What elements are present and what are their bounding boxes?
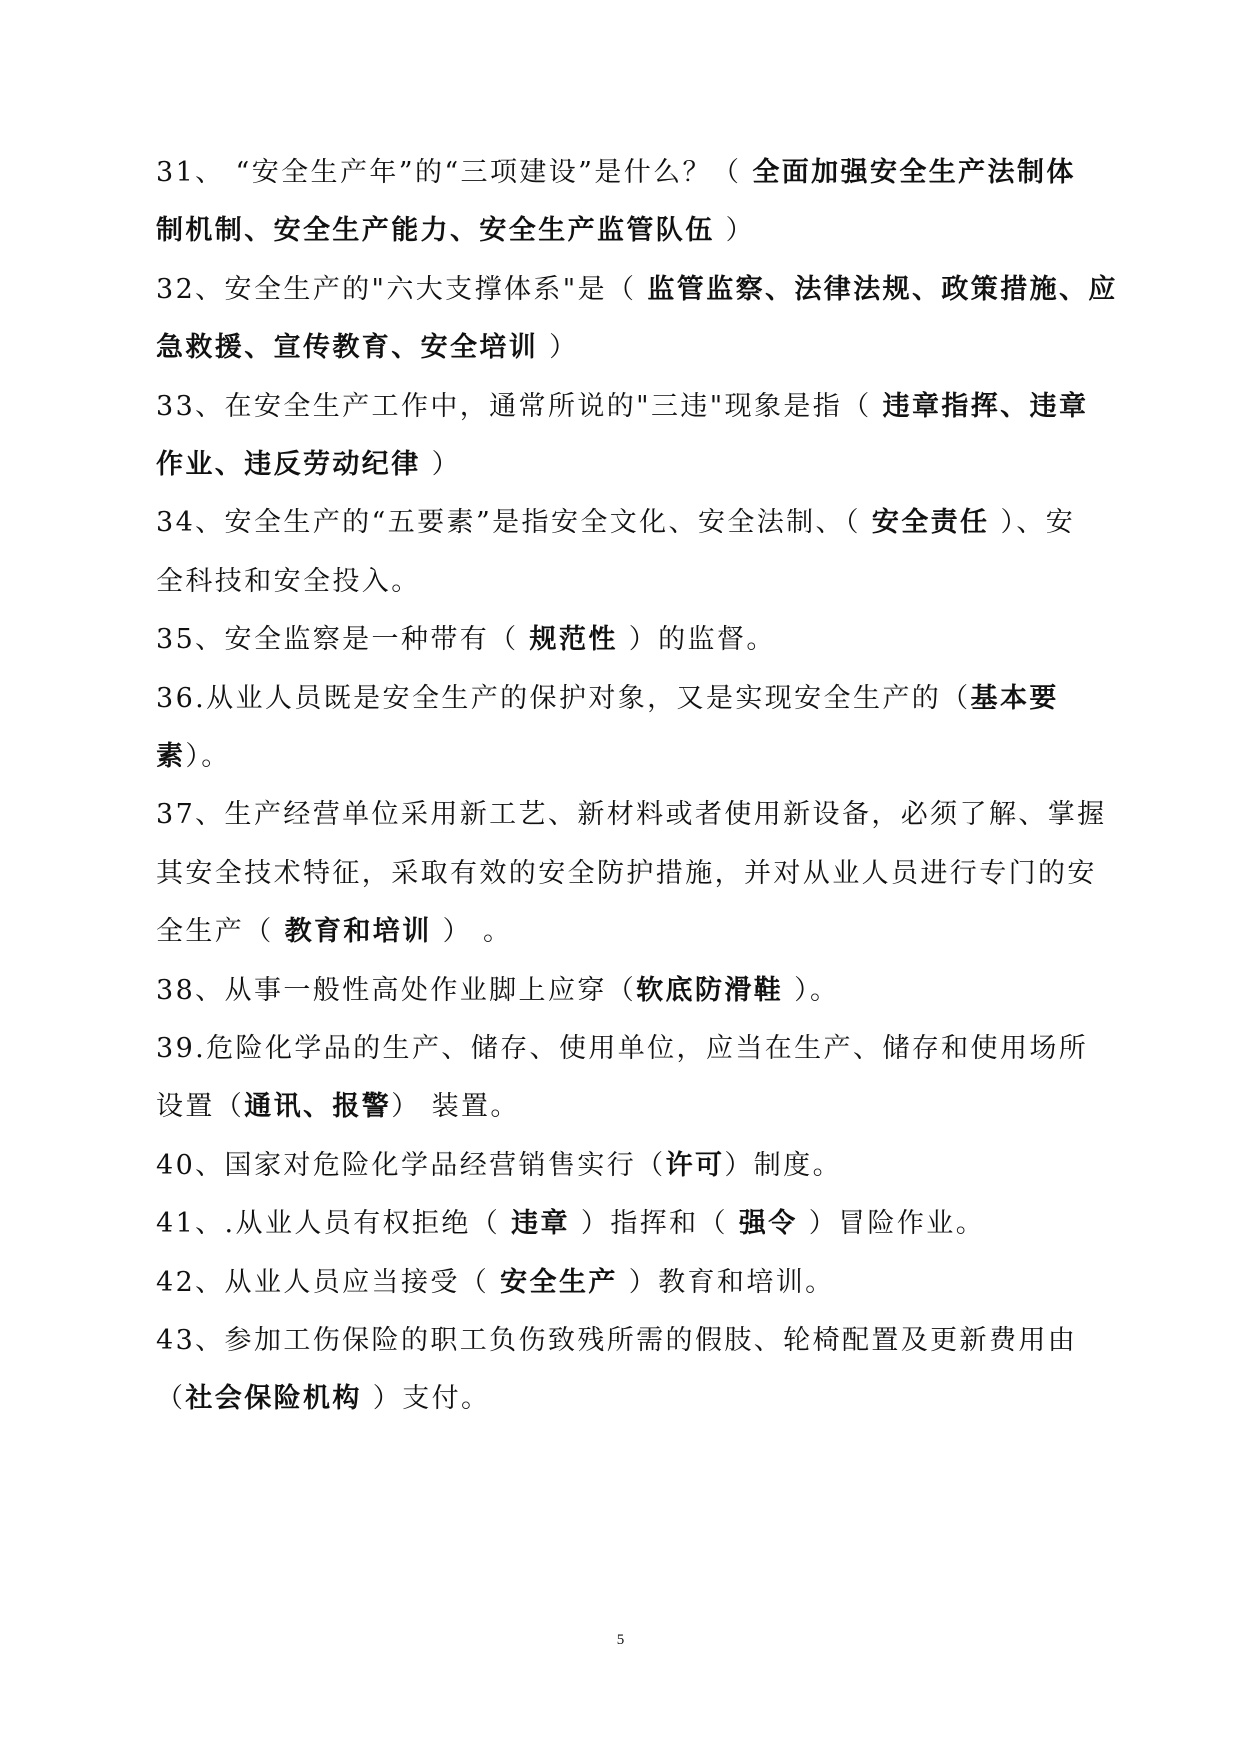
- answer-text: 监管监察、法律法规、政策措施、应: [647, 273, 1118, 305]
- answer-text: 安全责任: [871, 507, 990, 539]
- question-text: （: [156, 1383, 186, 1415]
- text-line: [156, 679, 1116, 719]
- page-number: 5: [616, 1632, 625, 1648]
- answer-text: 强令: [738, 1208, 798, 1240]
- question-text: 40、国家对危险化学品经营销售实行（: [156, 1149, 666, 1181]
- text-line: [156, 387, 1116, 427]
- answer-text: 许可: [665, 1149, 725, 1181]
- answer-text: 规范性: [529, 624, 618, 656]
- text-line: [156, 328, 1116, 368]
- text-line: [156, 1263, 1116, 1303]
- answer-text: 作业、违反劳动纪律: [156, 449, 421, 480]
- text-line: [156, 1029, 1116, 1069]
- text-line: [156, 795, 1116, 835]
- question-text: 设置（: [156, 1091, 245, 1123]
- text-line: [156, 912, 1116, 952]
- text-line: [156, 737, 1116, 777]
- answer-text: 安全生产: [500, 1266, 618, 1298]
- text-line: [156, 620, 1116, 660]
- text-line: [156, 270, 1116, 310]
- answer-text: 急救援、宣传教育、安全培训: [156, 332, 539, 364]
- question-text: ）。: [185, 741, 231, 772]
- question-text: 其安全技术特征，采取有效的安全防护措施，并对从业人员进行专门的安: [156, 857, 1097, 889]
- question-text: ）指挥和（: [569, 1208, 739, 1240]
- question-text: ）: [538, 332, 579, 364]
- answer-text: 全面加强安全生产法制体: [752, 157, 1076, 188]
- question-text: ）支付。: [361, 1383, 491, 1415]
- text-line: [156, 1379, 1116, 1419]
- question-text: 31、 “安全生产年”的“三项建设”是什么？（: [156, 157, 753, 188]
- text-line: [156, 211, 1116, 251]
- question-text: ）教育和培训。: [617, 1266, 835, 1298]
- text-line: [156, 854, 1116, 894]
- question-text: 全科技和安全投入。: [156, 565, 421, 597]
- answer-text: 素: [156, 741, 186, 772]
- question-text: 全生产（: [156, 916, 285, 948]
- answer-text: 软底防滑鞋: [636, 974, 784, 1006]
- question-text: 35、安全监察是一种带有（: [156, 624, 530, 656]
- question-text: 37、生产经营单位采用新工艺、新材料或者使用新设备，必须了解、掌握: [156, 799, 1107, 831]
- answer-text: 社会保险机构: [185, 1383, 362, 1415]
- answer-text: 违章: [511, 1208, 570, 1240]
- question-text: 32、安全生产的"六大支撑体系"是（: [156, 273, 648, 305]
- text-line: [156, 1204, 1116, 1244]
- question-text: 43、参加工伤保险的职工负伤致残所需的假肢、轮椅配置及更新费用由: [156, 1325, 1078, 1356]
- question-text: ）制度。: [724, 1149, 842, 1181]
- question-text: ）。: [783, 974, 840, 1006]
- question-text: ） 装置。: [391, 1091, 520, 1123]
- question-text: 42、从业人员应当接受（: [156, 1266, 501, 1298]
- question-text: 33、在安全生产工作中，通常所说的"三违"现象是指（: [156, 390, 883, 422]
- text-line: [156, 153, 1116, 193]
- text-line: [156, 1321, 1116, 1361]
- question-text: ）: [714, 215, 755, 247]
- question-text: ）的监督。: [617, 624, 776, 656]
- question-text: 41、.从业人员有权拒绝（: [156, 1208, 512, 1240]
- question-text: ）冒险作业。: [797, 1208, 986, 1240]
- text-line: [156, 1146, 1116, 1186]
- question-text: 39.危险化学品的生产、储存、使用单位，应当在生产、储存和使用场所: [156, 1033, 1089, 1064]
- question-text: 36.从业人员既是安全生产的保护对象，又是实现安全生产的（: [156, 682, 971, 714]
- answer-text: 违章指挥、违章: [882, 390, 1089, 422]
- question-text: ） 。: [431, 916, 513, 948]
- question-text: 38、从事一般性高处作业脚上应穿（: [156, 974, 637, 1006]
- answer-text: 基本要: [970, 682, 1059, 714]
- question-text: ）、安: [989, 507, 1076, 539]
- text-line: [156, 503, 1116, 543]
- text-line: [156, 445, 1116, 485]
- text-line: [156, 1087, 1116, 1127]
- question-text: ）: [420, 449, 461, 480]
- answer-text: 制机制、安全生产能力、安全生产监管队伍: [156, 215, 715, 247]
- question-text: 34、安全生产的“五要素”是指安全文化、安全法制、（: [156, 507, 872, 539]
- answer-text: 通讯、报警: [244, 1091, 392, 1123]
- answer-text: 教育和培训: [284, 916, 432, 948]
- text-line: [156, 562, 1116, 602]
- text-line: [156, 971, 1116, 1011]
